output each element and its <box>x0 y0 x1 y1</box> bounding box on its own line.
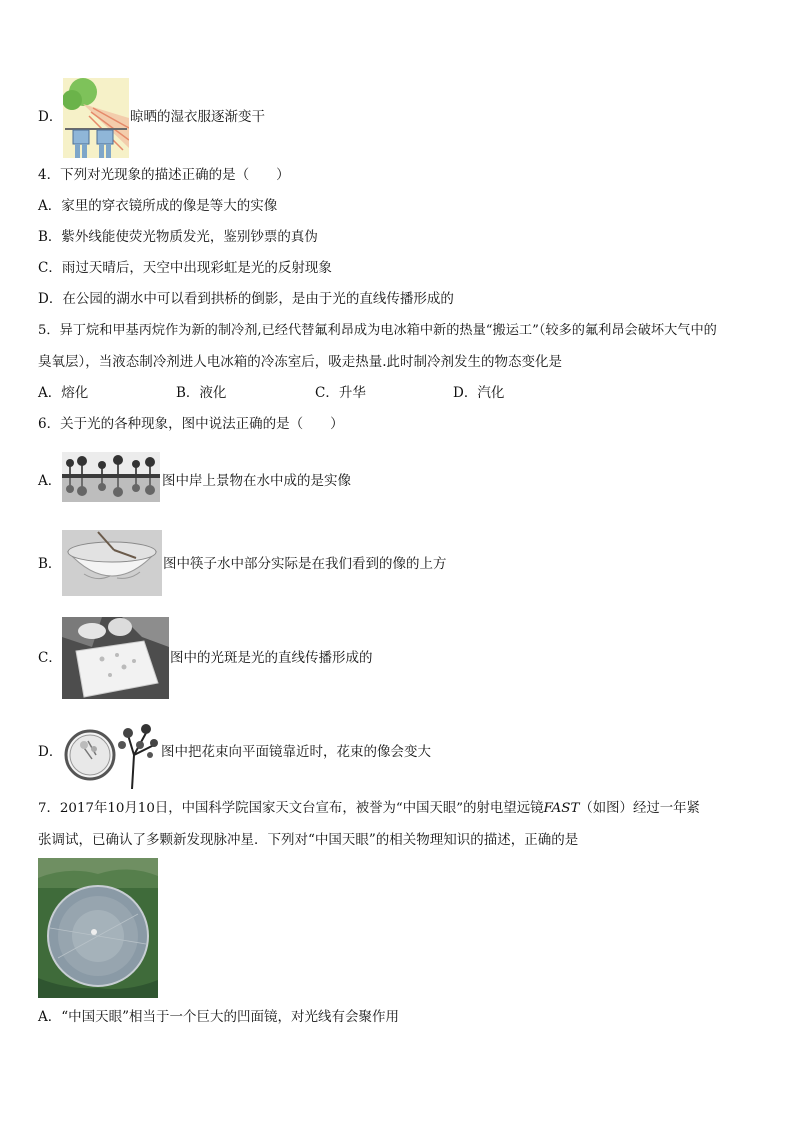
q7-stem-line1-b: （如图）经过一年紧 <box>579 801 700 816</box>
q4-stem: 4．下列对光现象的描述正确的是（ ） <box>38 167 290 183</box>
mirror-flower-image <box>62 715 160 789</box>
q5-stem-line2: 臭氧层），当液态制冷剂进人电冰箱的冷冻室后，吸走热量.此时制冷剂发生的物态变化是 <box>38 354 563 370</box>
q4-option-c: C．雨过天晴后，天空中出现彩虹是光的反射现象 <box>38 260 332 276</box>
drying-clothes-image <box>63 78 129 158</box>
q6-option-a-caption: 图中岸上景物在水中成的是实像 <box>162 473 351 489</box>
q3-option-d-label: D． <box>38 109 63 125</box>
q4-option-d: D．在公园的湖水中可以看到拱桥的倒影，是由于光的直线传播形成的 <box>38 291 454 307</box>
chopstick-bowl-image <box>62 530 162 596</box>
q6-option-d-label: D． <box>38 744 63 760</box>
q5-stem-line1: 5．异丁烷和甲基丙烷作为新的制冷剂,已经代替氟利昂成为电冰箱中新的热量“搬运工”（较多的氟利昂会破坏大气中的 <box>38 323 717 338</box>
q7-fast: FAST <box>543 801 580 816</box>
q7-stem-line1 <box>38 799 700 819</box>
q6-option-d-caption: 图中把花束向平面镜靠近时，花束的像会变大 <box>161 744 431 760</box>
q6-option-b-caption: 图中筷子水中部分实际是在我们看到的像的上方 <box>163 556 447 572</box>
q7-option-a: A．“中国天眼”相当于一个巨大的凹面镜，对光线有会聚作用 <box>38 1009 400 1025</box>
q3-option-d-caption: 晾晒的湿衣服逐渐变干 <box>130 109 265 125</box>
q7-stem-line2: 张调试，已确认了多颗新发现脉冲星．下列对“中国天眼”的相关物理知识的描述，正确的是 <box>38 832 579 848</box>
q5-option-d: D．汽化 <box>453 385 505 401</box>
q7-stem-line1-a: 7．2017年10月10日，中国科学院国家天文台宣布，被誉为“中国天眼”的射电望远镜 <box>38 801 544 816</box>
q6-option-a-label: A． <box>38 473 62 489</box>
q4-option-a: A．家里的穿衣镜所成的像是等大的实像 <box>38 198 278 214</box>
light-spots-image <box>62 617 169 699</box>
q6-option-b-label: B． <box>38 556 62 572</box>
q5-option-b: B．液化 <box>176 385 227 401</box>
q4-option-b: B．紫外线能使荧光物质发光，鉴别钞票的真伪 <box>38 229 318 245</box>
q6-option-c-label: C． <box>38 650 62 666</box>
reflection-image <box>62 452 160 502</box>
fast-telescope-image <box>38 858 158 998</box>
q5-option-c: C．升华 <box>315 385 366 401</box>
q5-option-a: A．熔化 <box>38 385 89 401</box>
q6-stem: 6．关于光的各种现象，图中说法正确的是（ ） <box>38 416 344 432</box>
q6-option-c-caption: 图中的光斑是光的直线传播形成的 <box>170 650 373 666</box>
